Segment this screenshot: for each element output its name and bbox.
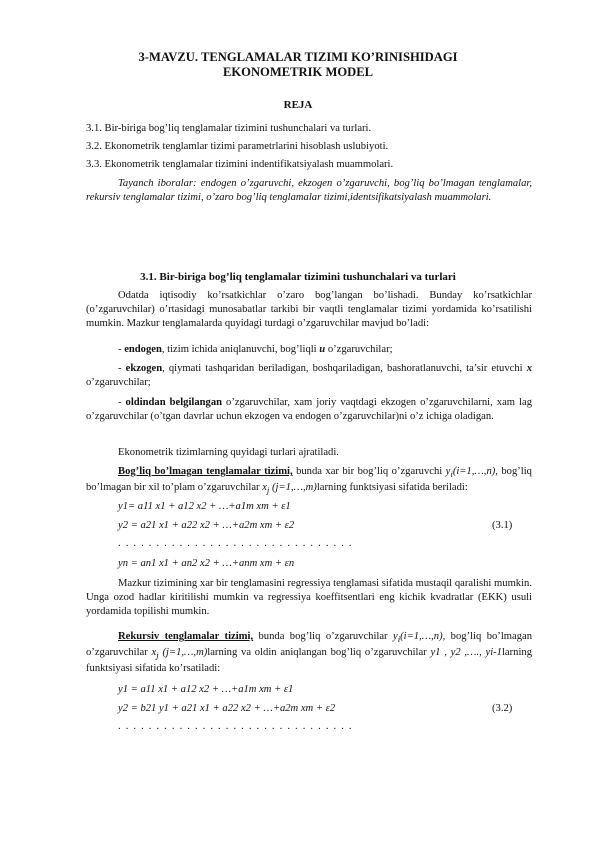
equation-3-2-line-2: y2 = b21 y1 + a21 x1 + a22 x2 + …+a2m xm + ε2 [118, 703, 336, 714]
recursive-text-3: larning va oldin aniqlangan bog’liq o’zgaruvchilar [207, 647, 431, 659]
recursive-var-3: y1 , y2 ,…., yi-1 [430, 647, 502, 659]
recursive-text-4: larning funktsiyasi sifatida ko’rsatiladi: [86, 647, 532, 675]
intro-text: Odatda iqtisodiy ko’rsatkichlar o’zaro bog’langan bo’lishadi. Bunday ko’rsatkichlar (o’zgaruvchilar) o’rtasidagi munosabatlar tarkibi bir vaqtli tenglamalar tizimi yordamida ko’rsatilishi mumkin. Mazkur tenglamalarda quyidagi turdagi o’zgaruvchilar mavjud bo’ladi: [86, 290, 532, 329]
plan-item-2: 3.2. Ekonometrik tenglamlar tizimi parametrlarini hisoblash uslubiyoti. [86, 141, 389, 152]
predetermined-text: o’zgaruvchilar, xam joriy vaqtdagi ekzogen o’zgaruvchilarni, xam lag o’zgaruvchilar (o’tgan davrlar uchun ekzogen va endogen o’zgaruvchilar)ni o’z ichiga oladigan. [86, 397, 532, 422]
paragraph-endogen [86, 343, 532, 357]
recursive-var-2: x [151, 647, 157, 659]
unrelated-text-2: bog’liq bo’lmagan bir xil to’plam o’zgaruvchilar [86, 466, 532, 494]
plan-heading: REJA [283, 99, 313, 111]
endogen-suffix: o’zgaruvchilar; [325, 344, 393, 355]
recursive-text-1: bunda bog’liq o’zgaruvchilar [253, 631, 393, 642]
title-line-2: EKONOMETRIK MODEL [222, 65, 374, 79]
ekzogen-var: x [526, 363, 532, 374]
unrelated-var-1: y [445, 466, 451, 477]
unrelated-term: Bog’liq bo’lmagan tenglamalar tizimi, [118, 466, 293, 477]
equation-number-3-1: (3.1) [492, 520, 513, 531]
recursive-text-2: bog’liq bo’lmagan o’zgaruvchilar [86, 631, 532, 659]
ekzogen-term: ekzogen [125, 363, 163, 374]
ekzogen-text: , qiymati tashqaridan beriladigan, boshqariladigan, bashoratlanuvchi, ta’sir etuvchi [162, 363, 527, 374]
unrelated-var-1-range: (i=1,…,n), [452, 466, 498, 477]
endogen-var: u [319, 344, 326, 355]
unrelated-text-1: bunda xar bir bog’liq o’zgaruvchi [292, 466, 446, 477]
recursive-var-1-range: (i=1,…,n), [400, 631, 446, 642]
keywords-paragraph [86, 177, 532, 205]
document-title [60, 50, 536, 80]
recursive-var-2-range: (j=1,…,m) [158, 647, 208, 659]
equation-3-2-line-1: y1 = a11 x1 + a12 x2 + …+a1m xm + ε1 [118, 684, 294, 695]
equation-3-1-line-n: yn = an1 x1 + an2 x2 + …+anm xm + εn [118, 558, 295, 569]
paragraph-predetermined [86, 396, 532, 424]
ekzogen-prefix: - [118, 363, 126, 374]
plan-item-3: 3.3. Ekonometrik tenglamalar tizimini indentifikatsiyalash muammolari. [86, 159, 394, 170]
equation-3-1-dots: . . . . . . . . . . . . . . . . . . . . . . . . . . . . . . . [118, 538, 353, 549]
equation-3-2-dots: . . . . . . . . . . . . . . . . . . . . . . . . . . . . . . . [118, 721, 353, 732]
predetermined-term: oldindan belgilangan [125, 397, 223, 408]
types-text: Ekonometrik tizimlarning quyidagi turlari ajratiladi. [118, 447, 339, 458]
paragraph-regression [86, 577, 532, 619]
endogen-term: endogen [124, 344, 162, 355]
paragraph-unrelated-system [86, 465, 532, 497]
equation-3-1-line-1: y1= a11 x1 + a12 x2 + …+a1m xm + ε1 [118, 501, 291, 512]
unrelated-var-2-sub: j [266, 485, 270, 496]
paragraph-ekzogen [86, 362, 532, 390]
endogen-prefix: - [118, 344, 125, 355]
paragraph-types [86, 446, 532, 460]
recursive-var-2-sub: j [156, 650, 159, 661]
unrelated-text-3: larning funktsiyasi sifatida beriladi: [316, 482, 468, 494]
ekzogen-suffix: o’zgaruvchilar; [86, 377, 151, 388]
unrelated-var-2: x [262, 482, 267, 494]
recursive-var-1: y [393, 631, 398, 642]
predetermined-prefix: - [118, 397, 126, 408]
recursive-var-1-sub: i [397, 634, 401, 645]
endogen-text: , tizim ichida aniqlanuvchi, bog’liqli [161, 344, 320, 355]
paragraph-recursive-system [86, 630, 532, 676]
section-title: 3.1. Bir-biriga bog’liq tenglamalar tizimini tushunchalari va turlari [140, 271, 456, 283]
plan-item-1: 3.1. Bir-biriga bog’liq tenglamalar tizimini tushunchalari va turlari. [86, 123, 372, 134]
paragraph-intro [86, 289, 532, 331]
unrelated-var-2-range: (j=1,…,m) [269, 482, 317, 494]
equation-3-1-line-2: y2 = a21 x1 + a22 x2 + …+a2m xm + ε2 [118, 520, 295, 531]
keywords-text: Tayanch iboralar: endogen o’zgaruvchi, ekzogen o’zgaruvchi, bog’liq bo’lmagan tenglamalar, rekursiv tenglamalar tizimi, o’zaro bog’liq tenglamalar tizimi,identsifikatsiyalash muammolari. [86, 178, 532, 203]
equation-number-3-2: (3.2) [492, 703, 513, 714]
regression-text: Mazkur tizimining xar bir tenglamasini regressiya tenglamasi sifatida mustaqil qaralishi mumkin. Unga ozod hadlar kiritilishi mumkin va regressiya koeffitsentlari eng kichik kvadratlar (EKK) usuli yordamida topilishi mumkin. [86, 578, 532, 617]
unrelated-var-1-sub: i [450, 469, 453, 480]
recursive-term: Rekursiv tenglamalar tizimi, [118, 631, 254, 642]
title-line-1: 3-MAVZU. TENGLAMALAR TIZIMI KO’RINISHIDAGI [138, 50, 458, 64]
